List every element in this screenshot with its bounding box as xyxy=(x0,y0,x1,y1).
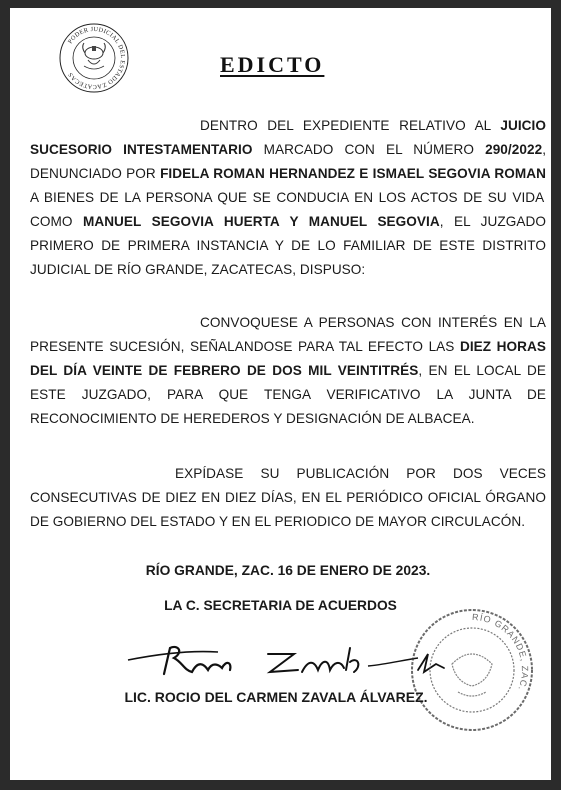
secretaria-title: LA C. SECRETARIA DE ACUERDOS xyxy=(164,598,397,613)
paragraph-expediente: DENTRO DEL EXPEDIENTE RELATIVO AL JUICIO SUCESORIO INTESTAMENTARIO MARCADO CON EL NÚMERO 290/2022, DENUNCIADO POR FIDELA ROMAN HERNANDEZ E ISMAEL SEGOVIA ROMAN A BIENES DE LA PERSONA QUE SE CONDUCIA EN LOS ACTOS DE SU VIDA COMO MANUEL SEGOVIA HUERTA Y MANUEL SEGOVIA, EL JUZGADO PRIMERO DE PRIMERA INSTANCIA Y DE LO FAMILIAR DE ESTE DISTRITO JUDICIAL DE RÍO GRANDE, ZACATECAS, DISPUSO: xyxy=(30,118,547,277)
handwritten-signature xyxy=(118,630,458,686)
svg-text:RÍO GRANDE, ZAC. xyxy=(472,612,530,693)
document-title: EDICTO xyxy=(220,52,325,77)
date-line: RÍO GRANDE, ZAC. 16 DE ENERO DE 2023. xyxy=(145,563,431,578)
signer-name: LIC. ROCIO DEL CARMEN ZAVALA ÁLVAREZ. xyxy=(124,689,428,705)
svg-text:PODER JUDICIAL DEL ESTADO ZACA xyxy=(67,26,126,90)
court-stamp xyxy=(408,606,536,734)
edict-page xyxy=(10,8,551,780)
seal-text: PODER JUDICIAL DEL ESTADO ZACATECAS xyxy=(66,25,127,91)
stamp-text: RÍO GRANDE, ZAC. xyxy=(471,611,531,693)
judicial-seal-logo xyxy=(58,22,130,94)
paragraph-convocatoria: CONVOQUESE A PERSONAS CON INTERÉS EN LA PRESENTE SUCESIÓN, SEÑALANDOSE PARA TAL EFECTO LAS DIEZ HORAS DEL DÍA VEINTE DE FEBRERO DE DOS MIL VEINTITRÉS, EN EL LOCAL DE ESTE JUZGADO, PARA QUE TENGA VERIFICATIVO LA JUNTA DE RECONOCIMIENTO DE HEREDEROS Y DESIGNACIÓN DE ALBACEA. xyxy=(30,315,546,426)
paragraph-publicacion: EXPÍDASE SU PUBLICACIÓN POR DOS VECES CONSECUTIVAS DE DIEZ EN DIEZ DÍAS, EN EL PERIÓDICO OFICIAL ÓRGANO DE GOBIERNO DEL ESTADO Y EN EL PERIODICO DE MAYOR CIRCULACÓN. xyxy=(30,466,546,529)
